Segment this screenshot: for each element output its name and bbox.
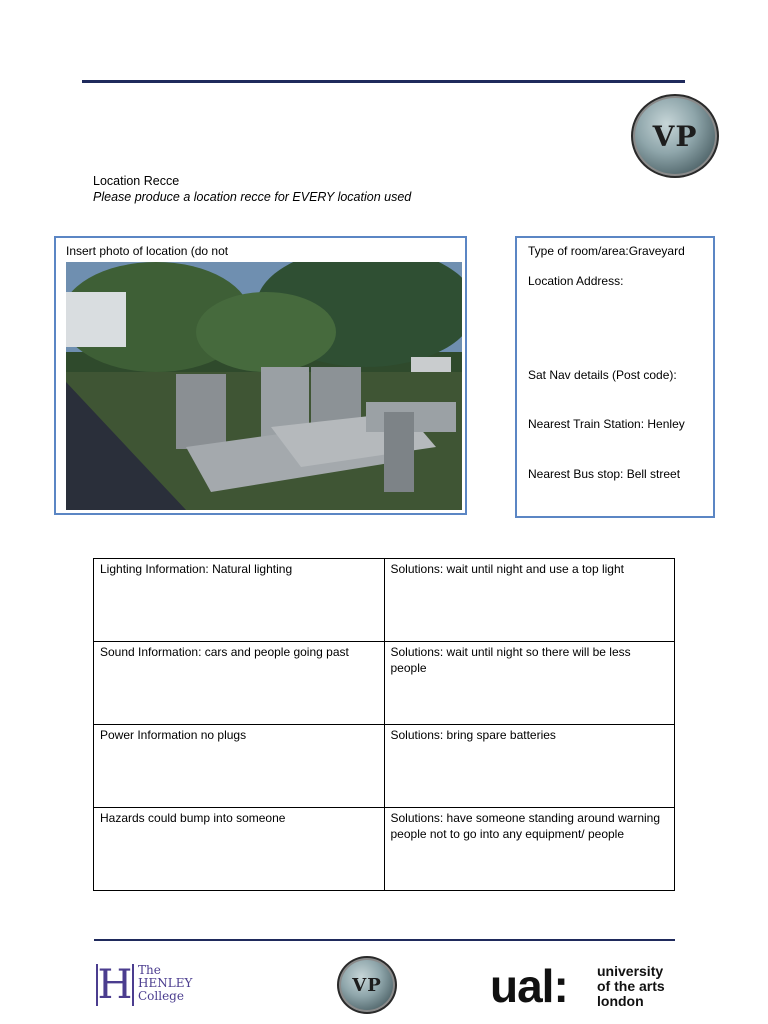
ual-logo bbox=[490, 962, 676, 1012]
graveyard-photo-image bbox=[66, 262, 462, 510]
table-row bbox=[94, 808, 675, 891]
ual-logo-line2: of the arts bbox=[597, 978, 665, 994]
lighting-info-cell: Lighting Information: Natural lighting bbox=[94, 559, 385, 642]
page-heading bbox=[93, 173, 411, 205]
henley-logo-line3: College bbox=[138, 989, 184, 1003]
location-photo bbox=[66, 262, 462, 510]
table-row bbox=[94, 642, 675, 725]
table-row bbox=[94, 559, 675, 642]
ual-logo-line1: university bbox=[597, 963, 664, 979]
ual-logo-short: ual: bbox=[490, 960, 568, 1012]
recce-table bbox=[93, 558, 675, 891]
table-row bbox=[94, 725, 675, 808]
location-photo-box bbox=[54, 236, 467, 515]
henley-logo-line2: HENLEY bbox=[138, 976, 193, 990]
header-rule bbox=[82, 80, 685, 83]
henley-logo-words bbox=[138, 964, 192, 1003]
henley-logo-line1: The bbox=[138, 963, 161, 977]
vp-footer-logo-text: VP bbox=[352, 974, 382, 996]
power-solution-cell: Solutions: bring spare batteries bbox=[384, 725, 675, 808]
address-label: Location Address: bbox=[528, 274, 624, 288]
ual-logo-words bbox=[597, 964, 665, 1009]
hazards-info-cell: Hazards could bump into someone bbox=[94, 808, 385, 891]
sat-nav-label: Sat Nav details (Post code): bbox=[528, 368, 677, 382]
hazards-solution-cell: Solutions: have someone standing around warning people not to go into any equipment/ people bbox=[384, 808, 675, 891]
page-title: Location Recce bbox=[93, 174, 180, 188]
ual-logo-line3: london bbox=[597, 993, 644, 1009]
footer-rule bbox=[94, 939, 675, 941]
vp-footer-logo bbox=[337, 956, 397, 1014]
sound-solution-cell: Solutions: wait until night so there will be less people bbox=[384, 642, 675, 725]
room-type-label: Type of room/area:Graveyard bbox=[528, 244, 685, 258]
location-info-box bbox=[515, 236, 715, 518]
sound-info-cell: Sound Information: cars and people going past bbox=[94, 642, 385, 725]
photo-caption: Insert photo of location (do not bbox=[66, 244, 229, 258]
page-subtitle: Please produce a location recce for EVERY location used bbox=[93, 190, 412, 204]
henley-logo-mark: H bbox=[97, 962, 133, 1008]
vp-logo bbox=[631, 94, 719, 178]
henley-college-logo bbox=[96, 964, 206, 1008]
power-info-cell: Power Information no plugs bbox=[94, 725, 385, 808]
vp-logo-text: VP bbox=[652, 119, 698, 153]
bus-stop-label: Nearest Bus stop: Bell street bbox=[528, 467, 681, 481]
lighting-solution-cell: Solutions: wait until night and use a top light bbox=[384, 559, 675, 642]
train-station-label: Nearest Train Station: Henley bbox=[528, 417, 685, 431]
